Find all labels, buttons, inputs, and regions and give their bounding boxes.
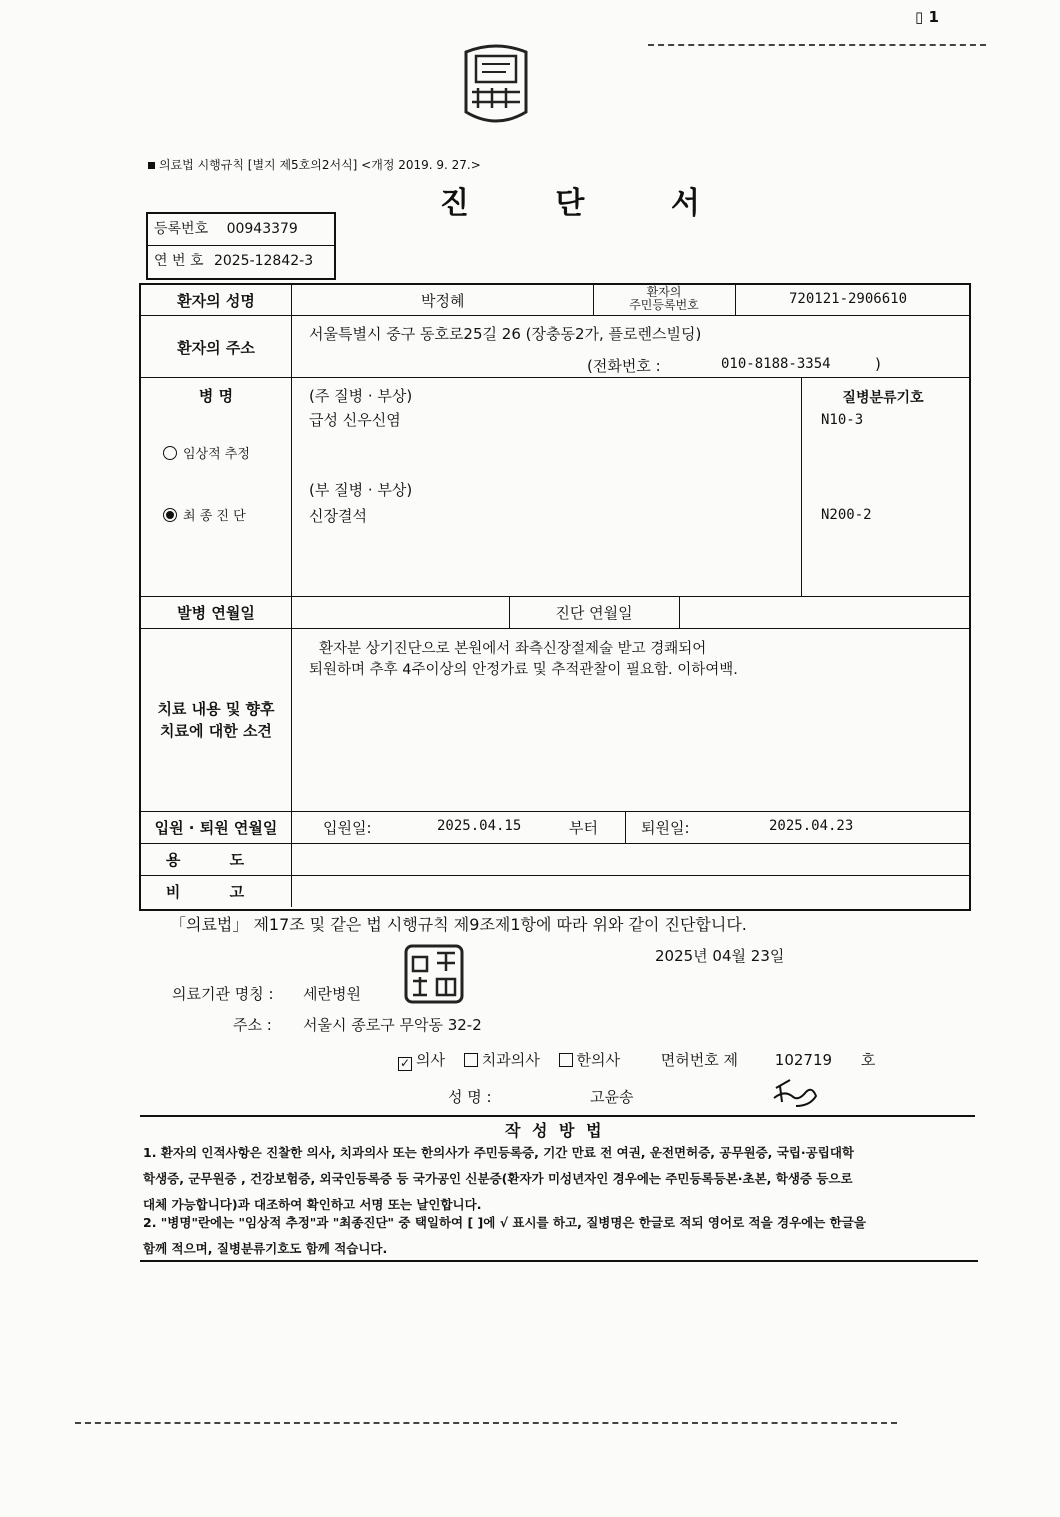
doctor-type-dentist: 치과의사 [464,1051,540,1069]
issue-date: 2025년 04월 23일 [655,947,785,965]
registration-box [146,212,336,280]
scan-artifact-line [648,44,986,46]
serial-number-row [148,245,334,277]
diagnosis-label: 병 명 [198,387,234,405]
license-label: 면허번호 제 [660,1051,738,1069]
license-number: 102719 [774,1051,833,1069]
registration-number-label: 등록번호 [154,221,209,237]
patient-address: 서울특별시 중구 동호로25길 26 (장충동2가, 플로렌스빌딩) [309,325,702,343]
final-diagnosis-radio [163,508,177,522]
diagnosis-statement: 「의료법」 제17조 및 같은 법 시행규칙 제9조제1항에 따라 위와 같이 진단합니다. [170,915,747,934]
disease-code-header: 질병분류기호 [842,390,924,406]
hospital-receipt-stamp [458,42,534,128]
hospital-seal-stamp [403,943,465,1005]
admission-from-label: 부터 [569,819,598,837]
doctor-license-row [398,1049,875,1071]
main-disease: 급성 신우신염 [309,411,401,429]
diagnosis-form-table [139,283,971,911]
treatment-opinion-line1: 환자분 상기진단으로 본원에서 좌측신장절제술 받고 경쾌되어 [319,641,707,657]
institution-address: 서울시 종로구 무악동 32-2 [303,1016,482,1034]
admission-dates-label: 입원 · 퇴원 연월일 [154,819,278,837]
doctor-signature [770,1076,820,1110]
admission-date-label: 입원일: [323,819,372,837]
serial-number: 2025-12842-3 [213,253,314,269]
dentist-checkbox [464,1053,478,1067]
patient-name: 박정혜 [421,292,465,310]
diagnosis-date-label: 진단 연월일 [555,604,633,622]
doctor-name-label: 성 명 : [448,1088,492,1106]
patient-rrn: 720121-2906610 [789,291,908,307]
onset-date-label: 발병 연월일 [177,604,255,622]
clinical-estimate-option: 임상적 추정 [163,443,250,462]
patient-address-label: 환자의 주소 [177,339,255,357]
serial-number-label: 연 번 호 [154,253,204,269]
patient-name-label: 환자의 성명 [177,292,255,310]
instruction-note-1: 1. 환자의 인적사항은 진찰한 의사, 치과의사 또는 한의사가 주민등록증, 기간 만료 전 여권, 운전면허증, 공무원증, 국립·공립대학 학생증, 군무원증 , 건강보험증, 외국인등록증 등 국가공인 신분증(환자가 미성년자인 경우에는 주민등록등본·초본, 학생증 등으로 대체 가능합니다)과 대조하여 확인하고 서명 또는 날인합니다. [143,1145,854,1212]
instructions-title: 작 성 방 법 [505,1121,605,1140]
scan-artifact-line-bottom [75,1422,897,1424]
oriental-doctor-checkbox [559,1053,573,1067]
registration-number: 00943379 [226,221,298,237]
instruction-note-2: 2. "병명"란에는 "임상적 추정"과 "최종진단" 중 택일하여 [ ]에 √ 표시를 하고, 질병명은 한글로 적되 영어로 적을 경우에는 한글을 함께 적으며, 질병분류기호도 함께 적습니다. [143,1215,866,1256]
license-suffix: 호 [860,1051,876,1069]
patient-phone-close: ) [875,355,881,373]
patient-rrn-label: 환자의 주민등록번호 [629,285,699,312]
sub-disease: 신장결석 [309,507,367,525]
page-number: ▯ 1 [915,8,939,26]
patient-phone-label: (전화번호 : [587,357,661,375]
sub-disease-code: N200-2 [821,507,872,523]
discharge-date: 2025.04.23 [769,818,854,834]
institution-address-label: 주소 : [233,1016,272,1034]
instructions-top-rule [140,1115,975,1117]
main-disease-header: (주 질병 · 부상) [309,387,413,405]
doctor-name: 고윤송 [590,1088,634,1106]
main-disease-code: N10-3 [821,412,864,428]
sub-disease-header: (부 질병 · 부상) [309,481,413,499]
remarks-label: 비 고 [165,883,267,901]
patient-phone: 010-8188-3354 [721,356,831,372]
form-caption: 의료법 시행규칙 [별지 제5호의2서식] <개정 2019. 9. 27.> [148,156,481,173]
institution-name-label: 의료기관 명칭 : [172,985,274,1003]
doctor-type-doctor: ✓ 의사 [399,1051,445,1070]
clinical-estimate-radio [163,446,177,460]
doctor-checkbox: ✓ [399,1056,411,1070]
purpose-label: 용 도 [165,851,267,869]
treatment-opinion-line2: 퇴원하며 추후 4주이상의 안정가료 및 추적관찰이 필요함. 이하여백. [309,662,738,678]
admission-date: 2025.04.15 [437,818,522,834]
doctor-type-oriental: 한의사 [559,1051,620,1069]
instructions-bottom-rule [140,1260,978,1262]
document-title: 진 단 서 [440,186,738,221]
final-diagnosis-option: 최 종 진 단 [163,505,246,524]
treatment-opinion-label: 치료 내용 및 향후 치료에 대한 소견 [157,700,275,740]
institution-name: 세란병원 [303,985,361,1003]
discharge-date-label: 퇴원일: [641,819,690,837]
registration-number-row [148,214,334,245]
